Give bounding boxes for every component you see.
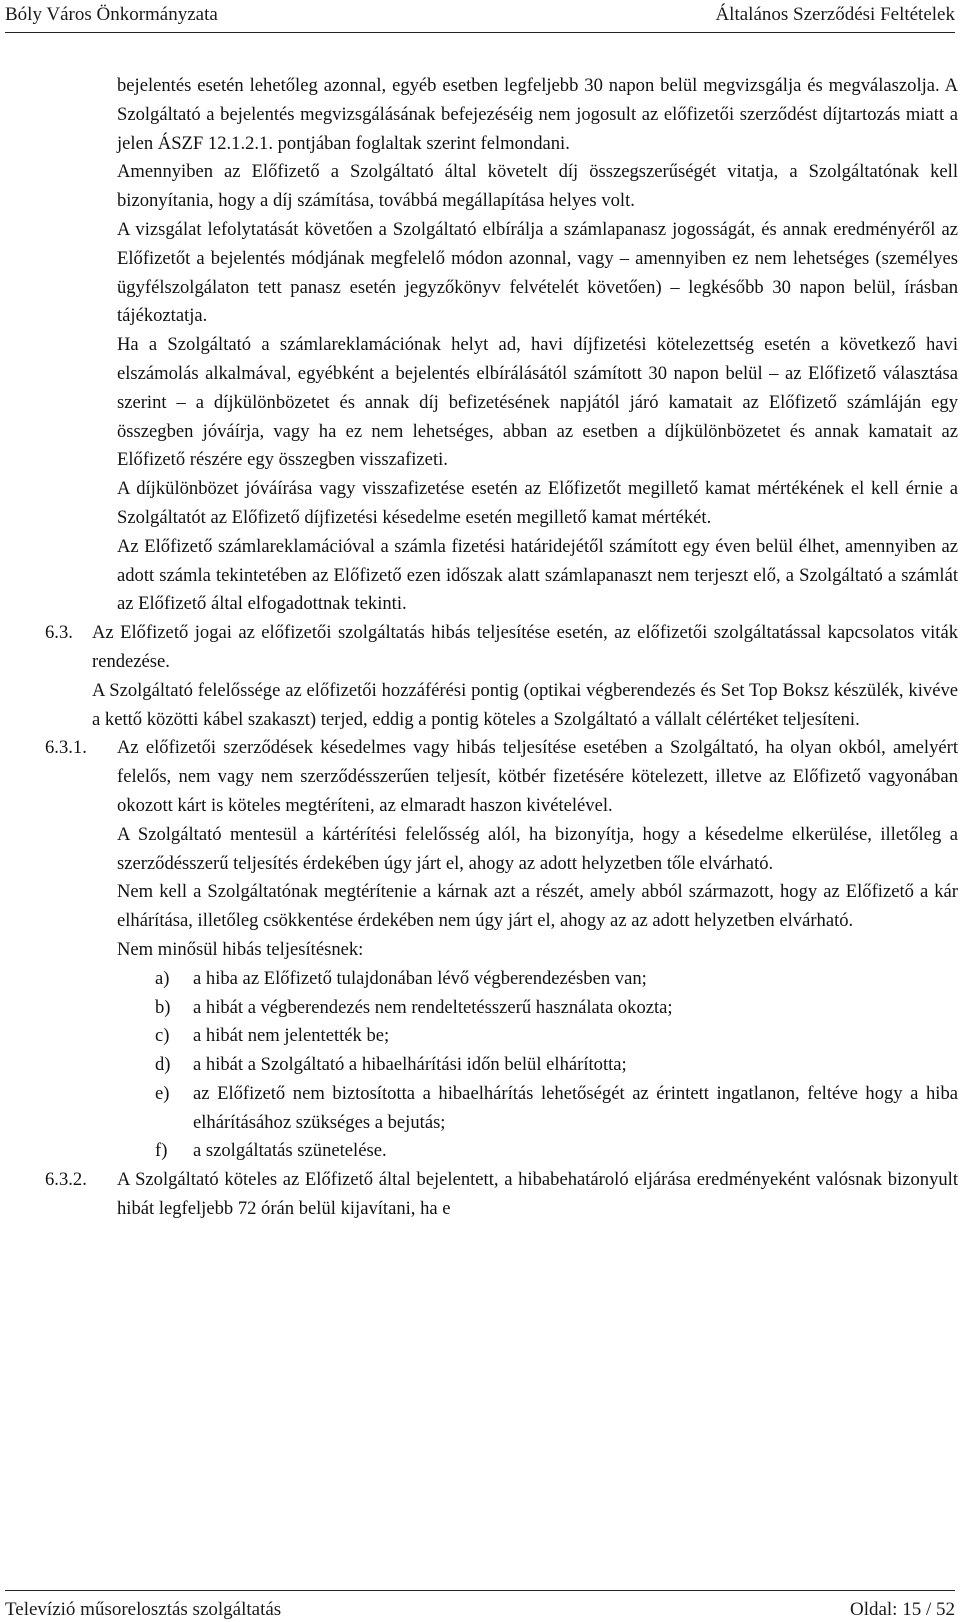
section-6-3-2 — [0, 1166, 958, 1224]
list-item-text: a szolgáltatás szünetelése. — [193, 1140, 387, 1162]
paragraph: Nem minősül hibás teljesítésnek: — [117, 938, 364, 960]
paragraph: Az Előfizető számlareklamációval a számla fizetési határidejétől számított egy éven belül élhet, amennyiben az adott számla tekintetében az Előfizető ezen időszak alatt számlapanaszt nem terjeszt elő, a Szolgáltató a számlát az Előfizető által elfogadottnak tekinti. — [117, 535, 958, 615]
list-item-text: a hibát nem jelentették be; — [193, 1025, 390, 1047]
paragraph: Amennyiben az Előfizető a Szolgáltató által követelt díj összegszerűségét vitatja, a Szolgáltatónak kell bizonyítania, hogy a díj számítása, továbbá megállapítása helyes volt. — [117, 161, 958, 212]
footer-service-name: Televízió műsorelosztás szolgáltatás — [5, 1599, 282, 1620]
paragraph: A díjkülönbözet jóváírása vagy visszafizetése esetén az Előfizetőt megillető kamat mértékének el kell érnie a Szolgáltatót az Előfizető díjfizetési késedelme esetén megillető kamat mértékét. — [117, 478, 958, 528]
list-item-label: c) — [155, 1025, 170, 1047]
header-organization: Bóly Város Önkormányzata — [5, 4, 218, 25]
page-footer — [5, 1590, 955, 1621]
list-item-label: d) — [155, 1054, 171, 1076]
list-item-label: e) — [155, 1082, 170, 1104]
list-item — [155, 1137, 958, 1166]
header-document-title: Általános Szerződési Feltételek — [715, 4, 955, 25]
list-item-text: a hibát a Szolgáltató a hibaelhárítási időn belül elhárította; — [193, 1054, 627, 1076]
section-6-3 — [0, 619, 958, 677]
list-item-label: a) — [155, 967, 170, 989]
list-item — [155, 1051, 958, 1080]
section-text: Az előfizetői szerződések késedelmes vagy hibás teljesítése esetében a Szolgáltató, ha olyan okból, amelyért felelős, nem vagy nem szerződésszerűen teljesít, kötbér fizetésére kötelezett, illetve az Előfizető vagyonában okozott kárt is köteles megtéríteni, az elmaradt haszon kivételével. — [117, 737, 958, 816]
paragraph: Nem kell a Szolgáltatónak megtérítenie a kárnak azt a részét, amely abból származott, hogy az Előfizető a kár elhárítása, illetőleg csökkentése érdekében nem úgy járt el, ahogy az az adott helyzetben elvárható. — [117, 881, 958, 932]
section-6-3-1 — [0, 734, 958, 820]
section-text: A Szolgáltató köteles az Előfizető által bejelentett, a hibabehatároló eljárása eredményeként valósnak bizonyult hibát legfeljebb 72 órán belül kijavítani, ha e — [117, 1169, 958, 1220]
page-number: Oldal: 15 / 52 — [849, 1599, 955, 1620]
list-item — [155, 994, 958, 1023]
list-item-text: a hiba az Előfizető tulajdonában lévő végberendezésben van; — [193, 967, 647, 989]
list-item — [155, 1080, 958, 1138]
exclusion-list — [0, 965, 960, 1167]
paragraph: A vizsgálat lefolytatását követően a Szolgáltató elbírálja a számlapanasz jogosságát, és annak eredményéről az Előfizetőt a bejelentés módjának megfelelő módon azonnal, vagy – amennyiben ez nem lehetséges (személyes ügyfélszolgálaton tett panasz esetén jegyzőkönyv felvételét követően) – legkésőbb 30 napon belül, írásban tájékoztatja. — [117, 218, 958, 327]
page-header — [5, 4, 955, 33]
section-number: 6.3. — [45, 622, 73, 644]
section-heading: Az Előfizető jogai az előfizetői szolgáltatás hibás teljesítése esetén, az előfizetői szolgáltatással kapcsolatos viták rendezése. — [92, 622, 958, 672]
list-item-label: b) — [155, 996, 171, 1018]
document-body — [0, 72, 960, 1224]
list-item — [155, 1022, 958, 1051]
list-item-text: az Előfizető nem biztosította a hibaelhárítás lehetőségét az érintett ingatlanon, feltéve hogy a hiba elhárításához szükséges a bejutás; — [193, 1082, 958, 1133]
paragraph: A Szolgáltató felelőssége az előfizetői hozzáférési pontig (optikai végberendezés és Set Top Boksz készülék, kivéve a kettő közötti kábel szakaszt) terjed, eddig a pontig köteles a Szolgáltató a vállalt célértéket teljesíteni. — [92, 679, 958, 730]
paragraph: Ha a Szolgáltató a számlareklamációnak helyt ad, havi díjfizetési kötelezettség esetén a következő havi elszámolás alkalmával, egyébként a bejelentés elbírálásától számított 30 napon belül – az Előfizető választása szerint – a díjkülönbözetet és annak díj befizetésének napjától járó kamatait az Előfizető számláján egy összegben jóváírja, vagy ha ez nem lehetséges, abban az esetben a díjkülönbözetet és annak kamatait az Előfizető részére egy összegben visszafizeti. — [117, 334, 958, 471]
list-item-label: f) — [155, 1140, 168, 1162]
list-item-text: a hibát a végberendezés nem rendeltetésszerű használata okozta; — [193, 996, 673, 1018]
paragraph: bejelentés esetén lehetőleg azonnal, egyéb esetben legfeljebb 30 napon belül megvizsgálja és megválaszolja. A Szolgáltató a bejelentés megvizsgálásának befejezéséig nem jogosult az előfizetői szerződést díjtartozás miatt a jelen ÁSZF 12.1.2.1. pontjában foglaltak szerint felmondani. — [117, 75, 958, 154]
section-number: 6.3.1. — [45, 737, 87, 759]
paragraph: A Szolgáltató mentesül a kártérítési felelősség alól, ha bizonyítja, hogy a késedelme elkerülése, illetőleg a szerződésszerű teljesítés érdekében úgy járt el, ahogy az adott helyzetben tőle elvárható. — [117, 823, 958, 874]
section-number: 6.3.2. — [45, 1169, 87, 1191]
list-item — [155, 965, 958, 994]
